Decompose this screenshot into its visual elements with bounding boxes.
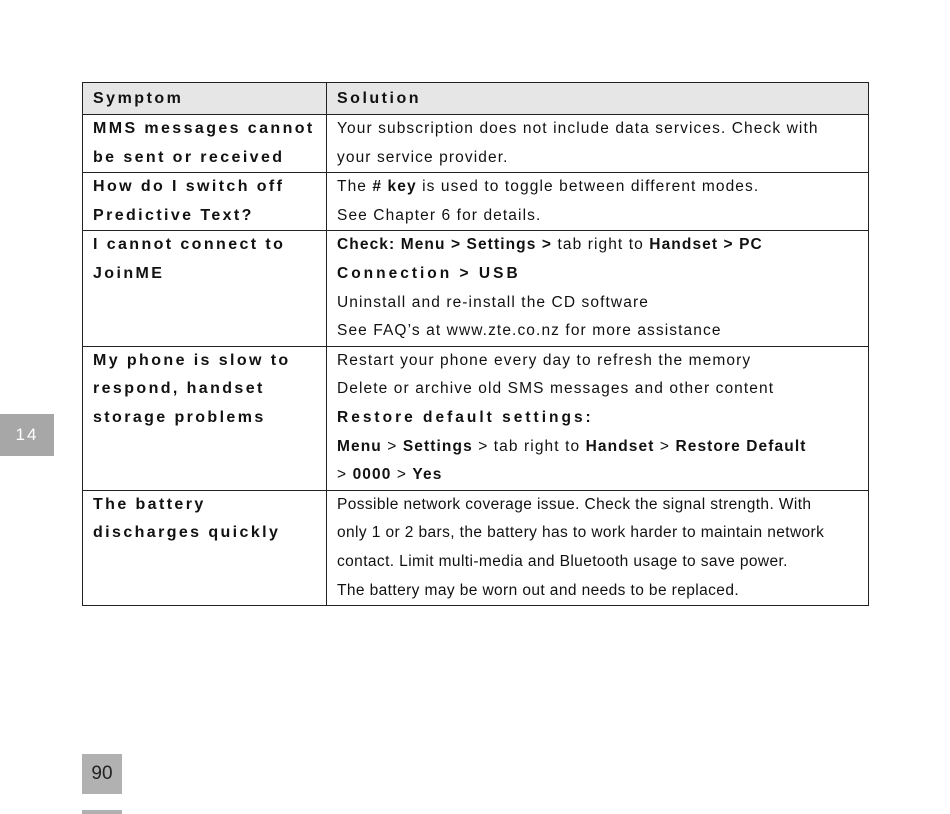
troubleshooting-table: [82, 82, 869, 606]
symptom-line: MMS messages cannot: [93, 120, 315, 137]
solution-cell: [327, 115, 869, 173]
menu-path: Handset: [585, 437, 655, 455]
table-row: [83, 115, 869, 173]
solution-line: Connection > USB: [337, 264, 521, 282]
table-row: [83, 173, 869, 231]
symptom-cell: [83, 490, 327, 605]
table-row: [83, 346, 869, 490]
menu-path: Check: Menu > Settings >: [337, 236, 553, 254]
solution-cell: [327, 231, 869, 346]
symptom-cell: [83, 346, 327, 490]
text: >: [654, 437, 676, 455]
symptom-line: respond, handset: [93, 380, 265, 398]
menu-path: Restore Default: [675, 437, 807, 455]
solution-line: contact. Limit multi-media and Bluetooth usage to save power.: [337, 552, 788, 570]
solution-line: See Chapter 6 for details.: [337, 206, 542, 224]
chapter-side-tab: 14: [0, 414, 54, 456]
menu-path: Handset > PC: [649, 236, 763, 254]
solution-line: Your subscription does not include data services. Check with: [337, 120, 819, 137]
symptom-line: I cannot connect to: [93, 236, 286, 254]
table-row: [83, 490, 869, 605]
text: The: [337, 178, 373, 196]
solution-line: See FAQ’s at www.zte.co.nz for more assistance: [337, 322, 722, 340]
table-row: [83, 231, 869, 346]
solution-line: Uninstall and re-install the CD software: [337, 293, 649, 311]
text: >: [381, 437, 403, 455]
symptom-line: Predictive Text?: [93, 206, 254, 224]
menu-path: Menu: [337, 437, 382, 455]
symptom-cell: [83, 173, 327, 231]
solution-line: [337, 433, 858, 462]
menu-path: 0000: [352, 466, 392, 484]
page-number: 90: [82, 754, 122, 794]
text: > tab right to: [472, 437, 586, 455]
header-solution: Solution: [327, 83, 869, 115]
menu-path: Yes: [412, 466, 443, 484]
solution-line: [337, 173, 858, 202]
symptom-line: JoinME: [93, 264, 165, 282]
solution-cell: [327, 346, 869, 490]
symptom-line: The battery: [93, 495, 206, 513]
menu-path: Settings: [402, 437, 473, 455]
solution-line: The battery may be worn out and needs to be replaced.: [337, 581, 740, 599]
symptom-cell: [83, 231, 327, 346]
page-footer-bar: [82, 810, 122, 814]
symptom-line: discharges quickly: [93, 524, 281, 542]
solution-line: Possible network coverage issue. Check the signal strength. With: [337, 495, 812, 513]
symptom-line: My phone is slow to: [93, 351, 291, 369]
solution-line: Restart your phone every day to refresh the memory: [337, 351, 752, 369]
table-header-row: [83, 83, 869, 115]
text: is used to toggle between different modes.: [416, 178, 760, 196]
key-label: # key: [372, 178, 417, 196]
solution-line: [337, 461, 858, 490]
solution-line: your service provider.: [337, 148, 509, 166]
symptom-line: How do I switch off: [93, 178, 285, 196]
header-symptom: Symptom: [83, 83, 327, 115]
symptom-line: be sent or received: [93, 148, 285, 166]
solution-line: Restore default settings:: [337, 408, 594, 426]
solution-line: [337, 231, 858, 260]
symptom-line: storage problems: [93, 408, 266, 426]
text: >: [391, 466, 413, 484]
solution-cell: [327, 490, 869, 605]
text: >: [337, 466, 353, 484]
symptom-cell: [83, 115, 327, 173]
solution-line: only 1 or 2 bars, the battery has to work harder to maintain network: [337, 524, 825, 542]
solution-cell: [327, 173, 869, 231]
text: tab right to: [552, 236, 650, 254]
solution-line: Delete or archive old SMS messages and other content: [337, 380, 775, 398]
